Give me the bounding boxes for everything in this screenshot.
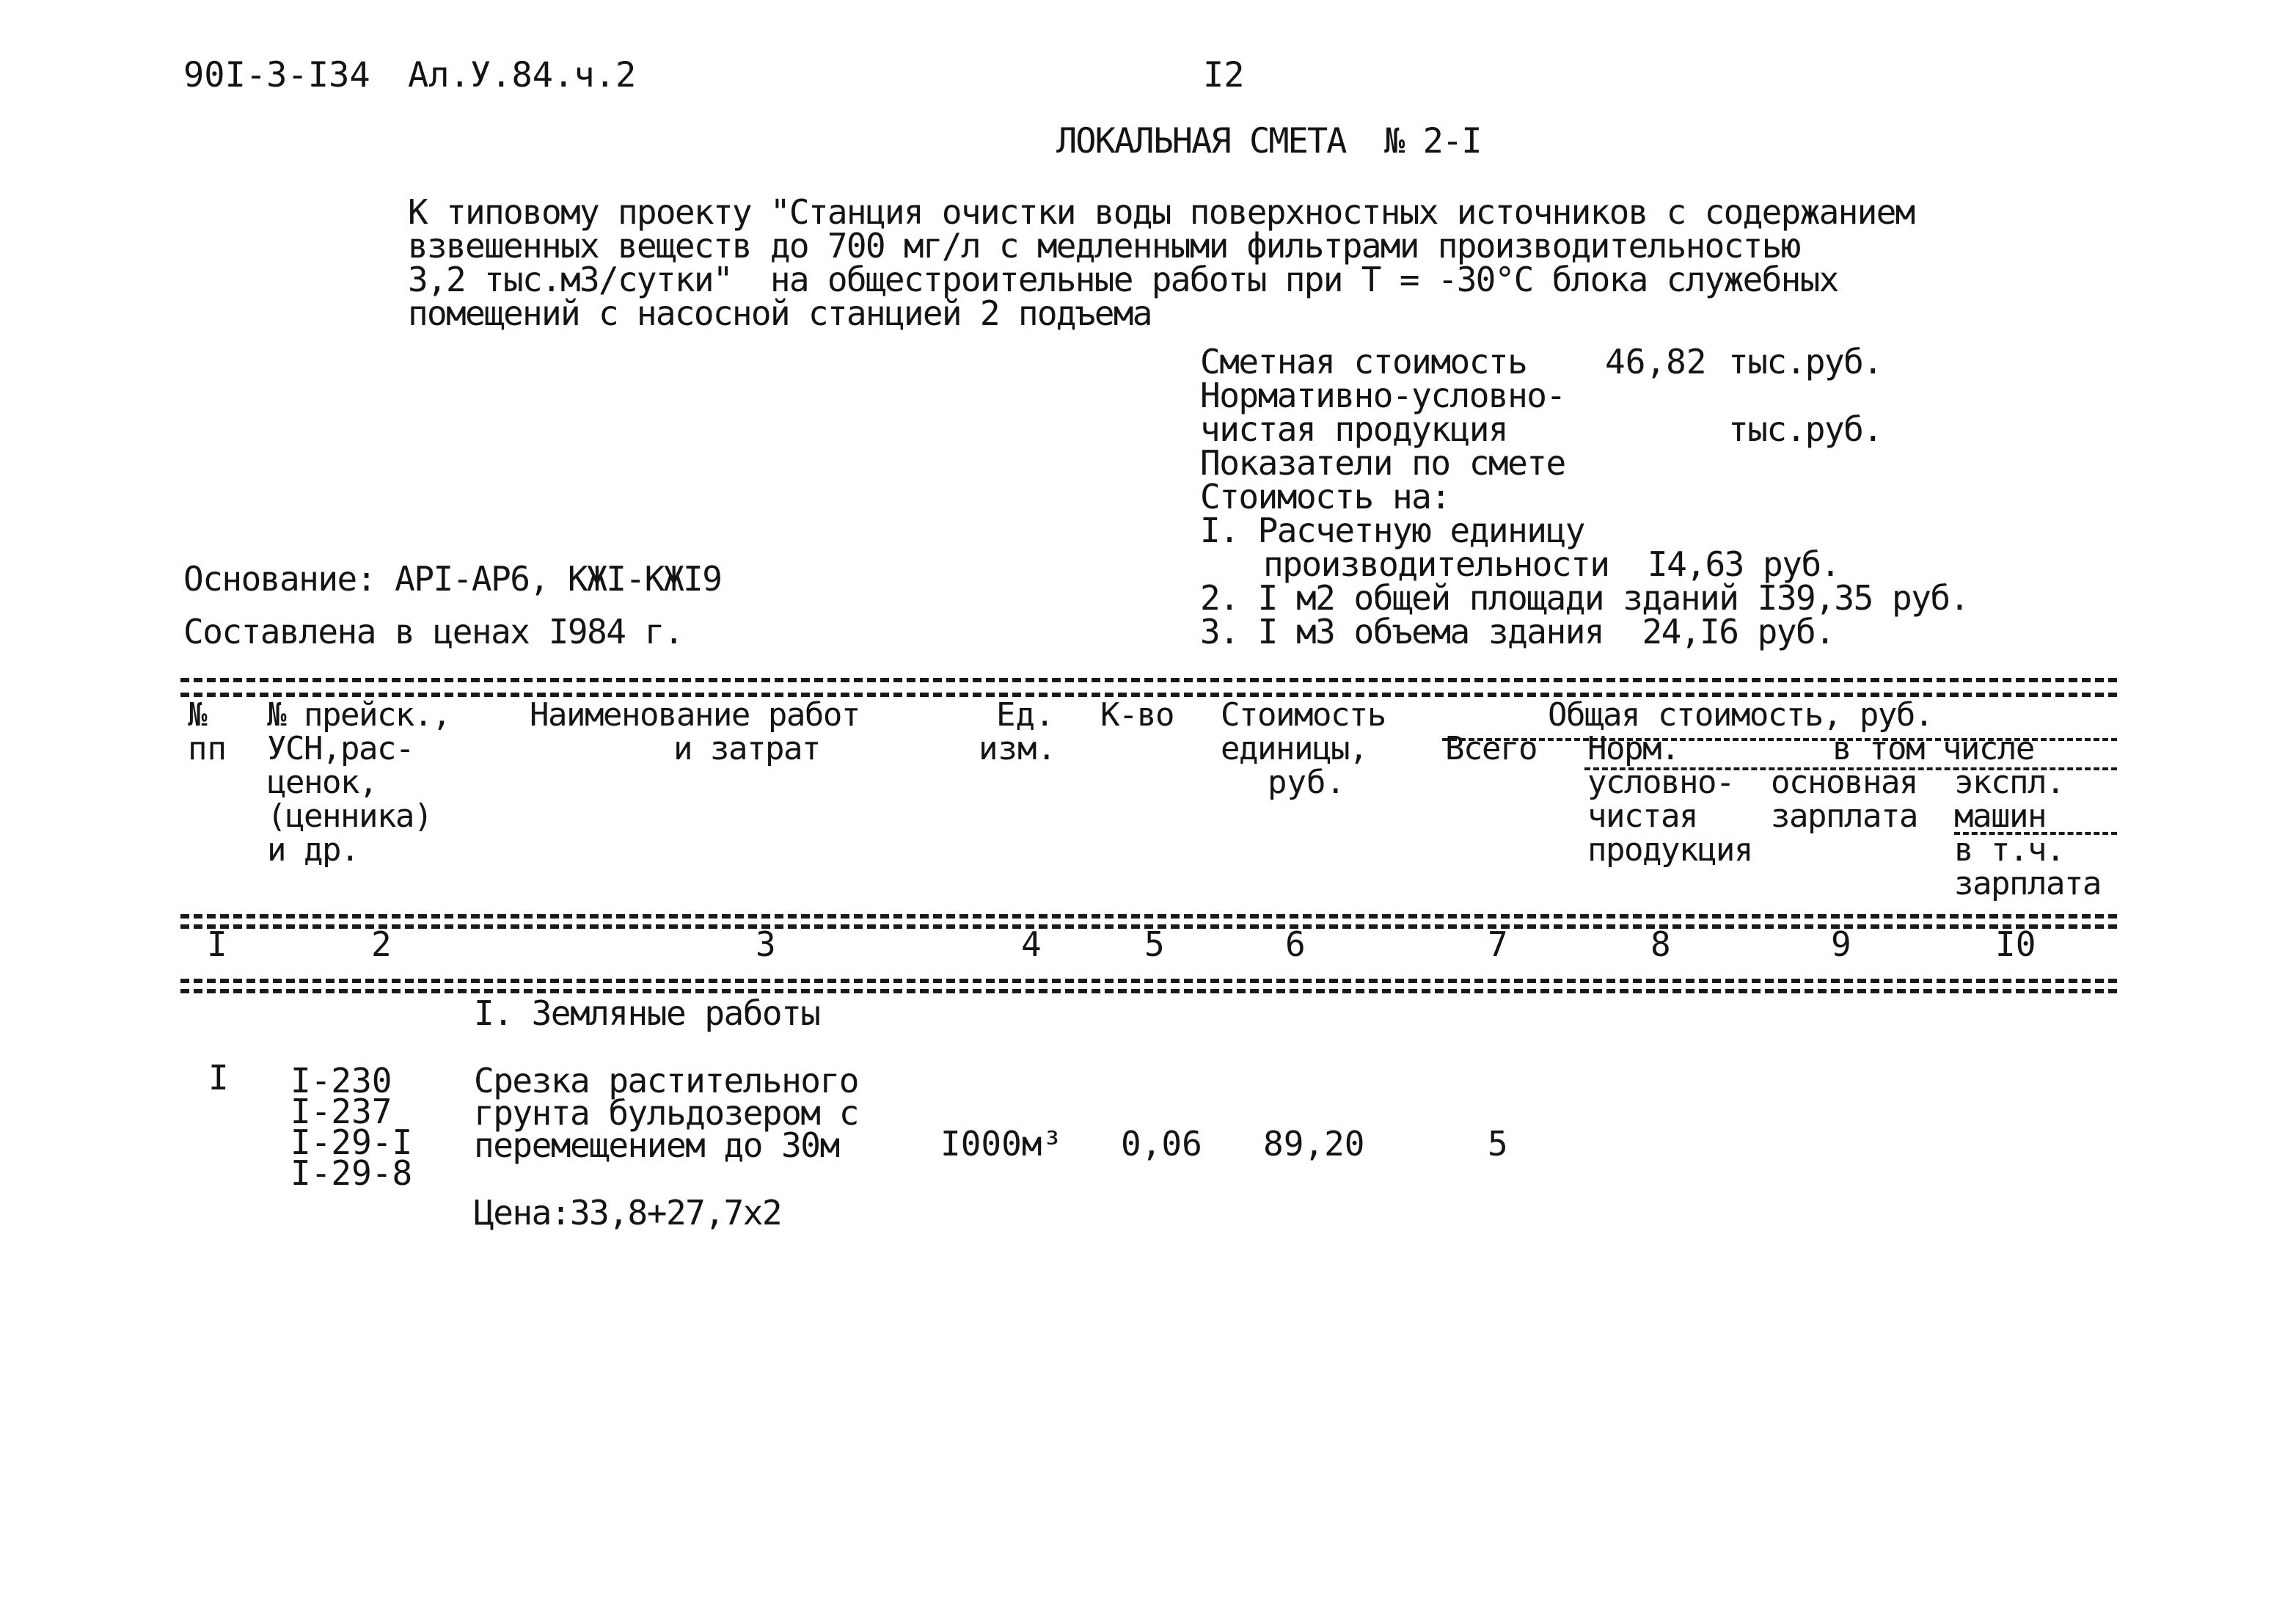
column-numbers-top-rule — [180, 914, 2117, 919]
column-numbers-bottom-rule — [180, 979, 2117, 983]
normative-label-1: Нормативно-условно- — [1200, 376, 1565, 415]
head-pricelist-c: ценок, — [267, 764, 377, 801]
column-number: 6 — [1285, 924, 1306, 964]
head-pricelist-e: и др. — [267, 831, 359, 869]
indicator-3: 3. I м3 объема здания 24,I6 руб. — [1200, 612, 1835, 651]
album-code: Ал.У.84.ч.2 — [408, 55, 637, 95]
head-total-cost-group: Общая стоимость, руб. — [1548, 696, 1933, 734]
row-total: 5 — [1488, 1124, 1508, 1164]
indicator-2: 2. I м2 общей площади зданий I39,35 руб. — [1200, 578, 1969, 618]
head-including: в том числе — [1832, 730, 2034, 767]
head-machines-a: экспл. — [1954, 764, 2064, 801]
indicators-label: Показатели по смете — [1200, 443, 1565, 483]
head-unit-b: изм. — [979, 730, 1056, 767]
row-quantity: 0,06 — [1121, 1124, 1202, 1164]
column-number: 8 — [1650, 924, 1671, 964]
head-machines-b: машин — [1954, 797, 2046, 835]
column-numbers-bottom-rule-2 — [180, 989, 2117, 993]
column-number: 3 — [756, 924, 776, 964]
estimated-cost-value: 46,82 — [1605, 342, 1707, 381]
cost-on-label: Стоимость на: — [1200, 477, 1450, 516]
head-machines-c: в т.ч. — [1954, 831, 2064, 869]
intro-line-4: помещений с насосной станцией 2 подъема — [408, 293, 1152, 333]
head-unit-a: Ед. — [996, 696, 1055, 734]
row-unit-cost: 89,20 — [1263, 1124, 1365, 1164]
row-unit: I000м³ — [940, 1124, 1063, 1164]
head-salary-b: зарплата — [1771, 797, 1917, 835]
head-norm-a: Норм. — [1587, 730, 1679, 767]
intro-line-1: К типовому проекту "Станция очистки воды поверхностных источников с содержанием — [408, 192, 1915, 232]
head-total: Всего — [1445, 730, 1537, 767]
head-work-name-a: Наименование работ — [530, 696, 860, 734]
head-pricelist-d: (ценника) — [267, 797, 432, 835]
section-title: I. Земляные работы — [474, 993, 820, 1033]
head-quantity: К-во — [1100, 696, 1174, 734]
row-code-4: I-29-8 — [290, 1153, 413, 1193]
indicator-1-b: производительности I4,63 руб. — [1263, 544, 1840, 584]
head-machines-d: зарплата — [1954, 865, 2101, 902]
column-number: I — [207, 924, 227, 964]
row-number: I — [208, 1058, 229, 1098]
column-number: I0 — [1995, 924, 2036, 964]
head-unit-cost-b: единицы, — [1221, 730, 1367, 767]
normative-unit: тыс.руб. — [1728, 409, 1882, 449]
table-top-rule — [180, 678, 2117, 682]
head-work-name-b: и затрат — [673, 730, 820, 767]
normative-label-2: чистая продукция — [1200, 409, 1508, 449]
head-num-a: № — [188, 696, 208, 734]
row-code-2: I-237 — [290, 1092, 392, 1131]
page-number: I2 — [1203, 55, 1245, 95]
head-norm-c: чистая — [1587, 797, 1697, 835]
head-unit-cost-c: руб. — [1268, 764, 1345, 801]
head-unit-cost-a: Стоимость — [1221, 696, 1386, 734]
row-name-1: Срезка растительного — [474, 1061, 858, 1100]
column-number: 7 — [1488, 924, 1508, 964]
basis-text: Основание: АРI-АР6, КЖI-КЖI9 — [183, 559, 722, 599]
row-price-note: Цена:33,8+27,7х2 — [474, 1193, 782, 1233]
row-name-2: грунта бульдозером с — [474, 1093, 858, 1133]
doc-code: 90I-3-I34 — [183, 55, 370, 95]
compiled-text: Составлена в ценах I984 г. — [183, 612, 684, 651]
row-code-3: I-29-I — [290, 1122, 413, 1162]
estimated-cost-unit: тыс.руб. — [1728, 342, 1882, 381]
column-number: 5 — [1144, 924, 1165, 964]
row-code-1: I-230 — [290, 1061, 392, 1100]
head-norm-b: условно- — [1587, 764, 1734, 801]
head-salary-a: основная — [1771, 764, 1917, 801]
head-num-b: пп — [188, 730, 227, 767]
intro-line-2: взвешенных веществ до 700 мг/л с медленными фильтрами производительностью — [408, 226, 1800, 266]
indicator-1-a: I. Расчетную единицу — [1200, 511, 1584, 550]
head-norm-d: продукция — [1587, 831, 1752, 869]
head-pricelist-b: УСН,рас- — [267, 730, 414, 767]
document-title: ЛОКАЛЬНАЯ СМЕТА № 2-I — [1056, 121, 1481, 161]
column-number: 4 — [1021, 924, 1042, 964]
column-number: 2 — [371, 924, 392, 964]
intro-line-3: 3,2 тыс.м3/сутки" на общестроительные работы при Т = -30°С блока служебных — [408, 260, 1838, 299]
column-number: 9 — [1831, 924, 1851, 964]
head-pricelist-a: № прейск., — [267, 696, 450, 734]
estimated-cost-label: Сметная стоимость — [1200, 342, 1527, 381]
row-name-3: перемещением до 30м — [474, 1125, 839, 1165]
